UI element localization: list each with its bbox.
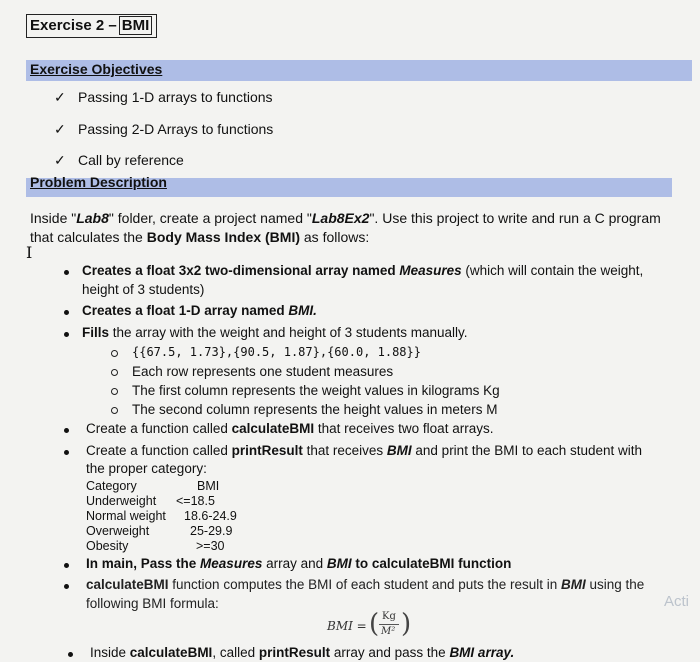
intro-line-1: Inside "Lab8" folder, create a project named "Lab8Ex2". Use this project to write and run a C program (30, 210, 661, 226)
intro-line-2: that calculates the Body Mass Index (BMI) as follows: (30, 229, 370, 245)
bmi-formula-numerator: Kg (382, 611, 396, 622)
bullet-4: Create a function called calculateBMI that receives two float arrays. (86, 421, 494, 436)
bullet-dot (64, 310, 69, 315)
objective-item-1: ✓ Passing 1-D arrays to functions (54, 89, 273, 105)
category-cell: Underweight (86, 494, 157, 508)
bullet-7-line-2: following BMI formula: (86, 596, 219, 611)
bmi-formula-denominator: M² (381, 626, 396, 637)
bullet-1-line-2: height of 3 students) (82, 282, 205, 297)
category-cell: Overweight (86, 524, 150, 538)
bullet-2: Creates a float 1-D array named BMI. (82, 303, 317, 318)
category-value: 18.6-24.9 (184, 509, 237, 523)
bmi-title-box: BMI (119, 16, 153, 35)
bullet-3: Fills the array with the weight and height of 3 students manually. (82, 325, 468, 340)
formula-paren-right: ) (401, 609, 412, 639)
category-value: 25-29.9 (190, 524, 233, 538)
formula-fraction-bar (379, 624, 399, 625)
bullet-1-line-1: Creates a float 3x2 two-dimensional array named Measures (which will contain the weight, (82, 263, 644, 278)
exercise-title (26, 14, 157, 38)
bullet-6: In main, Pass the Measures array and BMI to calculateBMI function (86, 556, 512, 571)
objective-item-3: ✓ Call by reference (54, 152, 184, 168)
bullet-5-line-2: the proper category: (86, 461, 207, 476)
category-table-header-bmi: BMI (197, 479, 220, 493)
category-cell: Obesity (86, 539, 129, 553)
problem-heading: Problem Description (30, 174, 167, 190)
bullet-dot (64, 584, 69, 589)
text-cursor-icon: I (26, 243, 33, 262)
checkmark-icon: ✓ (54, 89, 66, 105)
bullet-dot (64, 563, 69, 568)
objectives-heading: Exercise Objectives (30, 61, 163, 77)
bullet-5-line-1: Create a function called printResult that receives BMI and print the BMI to each student with (86, 443, 643, 458)
activate-watermark: Acti (664, 593, 690, 610)
bullet-dot (64, 428, 69, 433)
exercise-label: Exercise 2 – (30, 17, 117, 34)
sub-item-rows: Each row represents one student measures (132, 364, 394, 379)
category-value: <=18.5 (176, 494, 215, 508)
checkmark-icon: ✓ (54, 121, 66, 137)
checkmark-icon: ✓ (54, 152, 66, 168)
bullet-7-line-1: calculateBMI function computes the BMI of each student and puts the result in BMI using the (86, 577, 645, 592)
bullet-dot (64, 270, 69, 275)
objective-item-2: ✓ Passing 2-D Arrays to functions (54, 121, 274, 137)
sub-item-first-column: The first column represents the weight values in kilograms Kg (132, 383, 500, 398)
sub-bullet-circle (111, 350, 118, 357)
sub-bullet-circle (111, 388, 118, 395)
sub-item-second-column: The second column represents the height values in meters M (132, 402, 498, 417)
formula-paren-left: ( (369, 609, 380, 639)
bullet-dot (64, 332, 69, 337)
sub-item-array-literal: {{67.5, 1.73},{90.5, 1.87},{60.0, 1.88}} (132, 345, 421, 359)
category-table-header-category: Category (86, 479, 137, 493)
sub-bullet-circle (111, 407, 118, 414)
bullet-dot (64, 450, 69, 455)
category-value: >=30 (196, 539, 225, 553)
bullet-8: Inside calculateBMI, called printResult array and pass the BMI array. (90, 645, 515, 660)
sub-bullet-circle (111, 369, 118, 376)
bmi-formula-lhs: BMI = (327, 619, 367, 633)
category-cell: Normal weight (86, 509, 166, 523)
bullet-dot (68, 652, 73, 657)
